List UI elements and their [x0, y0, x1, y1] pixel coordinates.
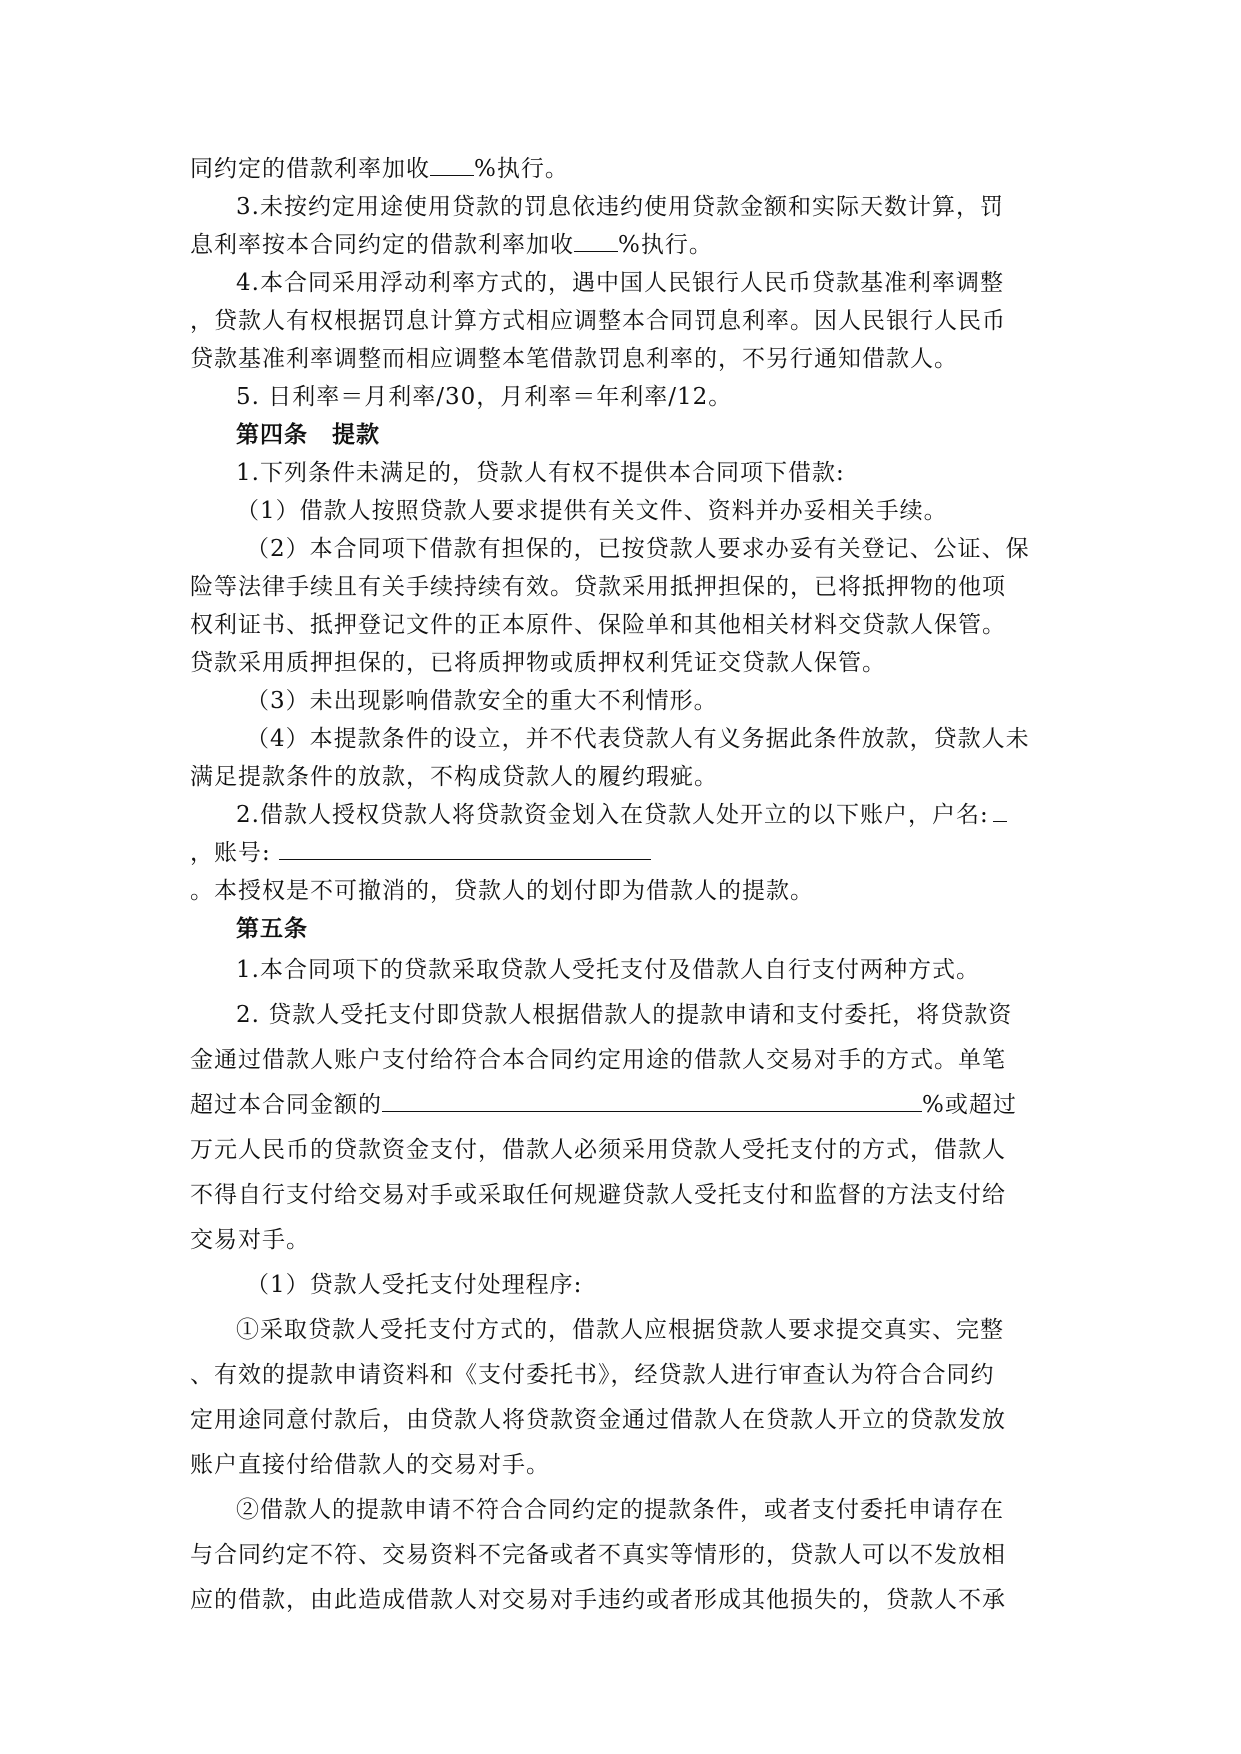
text-segment: 超过本合同金额的 [190, 1092, 382, 1118]
text-segment: 息利率按本合同约定的借款利率加收 [190, 232, 574, 258]
text-line: 1.本合同项下的贷款采取贷款人受托支付及借款人自行支付两种方式。 [236, 957, 980, 983]
text-line: 5. 日利率＝月利率/30，月利率＝年利率/12。 [236, 384, 733, 410]
text-line: 账户直接付给借款人的交易对手。 [190, 1452, 550, 1478]
text-line: （2）本合同项下借款有担保的，已按贷款人要求办妥有关登记、公证、保 [246, 536, 1030, 562]
text-segment: ，账号: [190, 840, 271, 866]
account-number-blank [279, 835, 651, 860]
text-line: 定用途同意付款后，由贷款人将贷款资金通过借款人在贷款人开立的贷款发放 [190, 1407, 1006, 1433]
blank-field [430, 151, 474, 176]
section-heading: 第五条 [236, 915, 308, 942]
text-line: 金通过借款人账户支付给符合本合同约定用途的借款人交易对手的方式。单笔 [190, 1047, 1006, 1073]
text-segment: %或超过 [922, 1092, 1017, 1118]
text-line [190, 226, 1050, 264]
text-line [190, 834, 1050, 872]
text-segment: %执行。 [474, 156, 569, 182]
text-line: 万元人民币的贷款资金支付，借款人必须采用贷款人受托支付的方式，借款人 [190, 1137, 1006, 1163]
text-line: （1）贷款人受托支付处理程序: [246, 1272, 583, 1298]
text-segment: 2.借款人授权贷款人将贷款资金划入在贷款人处开立的以下账户，户名: [236, 802, 989, 828]
text-line [190, 1083, 1050, 1128]
account-name-blank [993, 797, 1007, 822]
section-heading: 第四条 提款 [236, 421, 380, 448]
text-segment: 同约定的借款利率加收 [190, 156, 430, 182]
text-line: （1）借款人按照贷款人要求提供有关文件、资料并办妥相关手续。 [236, 498, 948, 524]
text-line [190, 150, 1050, 188]
text-line: ，贷款人有权根据罚息计算方式相应调整本合同罚息利率。因人民银行人民币 [190, 308, 1006, 334]
text-line: ①采取贷款人受托支付方式的，借款人应根据贷款人要求提交真实、完整 [236, 1317, 1004, 1343]
text-line: 应的借款，由此造成借款人对交易对手违约或者形成其他损失的，贷款人不承 [190, 1587, 1006, 1613]
text-line: 贷款基准利率调整而相应调整本笔借款罚息利率的，不另行通知借款人。 [190, 346, 958, 372]
blank-field [574, 227, 618, 252]
text-line: 、有效的提款申请资料和《支付委托书》，经贷款人进行审查认为符合合同约 [190, 1362, 995, 1388]
text-line: 不得自行支付给交易对手或采取任何规避贷款人受托支付和监督的方法支付给 [190, 1182, 1006, 1208]
text-line: 满足提款条件的放款，不构成贷款人的履约瑕疵。 [190, 764, 718, 790]
text-line: 3.未按约定用途使用贷款的罚息依违约使用贷款金额和实际天数计算，罚 [236, 194, 1004, 220]
text-line: （3）未出现影响借款安全的重大不利情形。 [246, 688, 718, 714]
text-line: ②借款人的提款申请不符合合同约定的提款条件，或者支付委托申请存在 [236, 1497, 1004, 1523]
amount-percent-blank [382, 1087, 922, 1112]
text-line: （4）本提款条件的设立，并不代表贷款人有义务据此条件放款，贷款人未 [246, 726, 1030, 752]
text-line: 贷款采用质押担保的，已将质押物或质押权利凭证交贷款人保管。 [190, 650, 886, 676]
document-page [190, 150, 1050, 1623]
text-line [190, 796, 1050, 834]
text-line: 1.下列条件未满足的，贷款人有权不提供本合同项下借款: [236, 460, 845, 486]
text-line: 权利证书、抵押登记文件的正本原件、保险单和其他相关材料交贷款人保管。 [190, 612, 1006, 638]
text-line: 交易对手。 [190, 1227, 310, 1253]
text-line: 险等法律手续且有关手续持续有效。贷款采用抵押担保的，已将抵押物的他项 [190, 574, 1006, 600]
text-line: 。本授权是不可撤消的，贷款人的划付即为借款人的提款。 [190, 878, 814, 904]
text-line: 4.本合同采用浮动利率方式的，遇中国人民银行人民币贷款基准利率调整 [236, 270, 1004, 296]
text-line: 与合同约定不符、交易资料不完备或者不真实等情形的，贷款人可以不发放相 [190, 1542, 1006, 1568]
text-line: 2. 贷款人受托支付即贷款人根据借款人的提款申请和支付委托，将贷款资 [236, 1002, 1013, 1028]
text-segment: %执行。 [618, 232, 713, 258]
